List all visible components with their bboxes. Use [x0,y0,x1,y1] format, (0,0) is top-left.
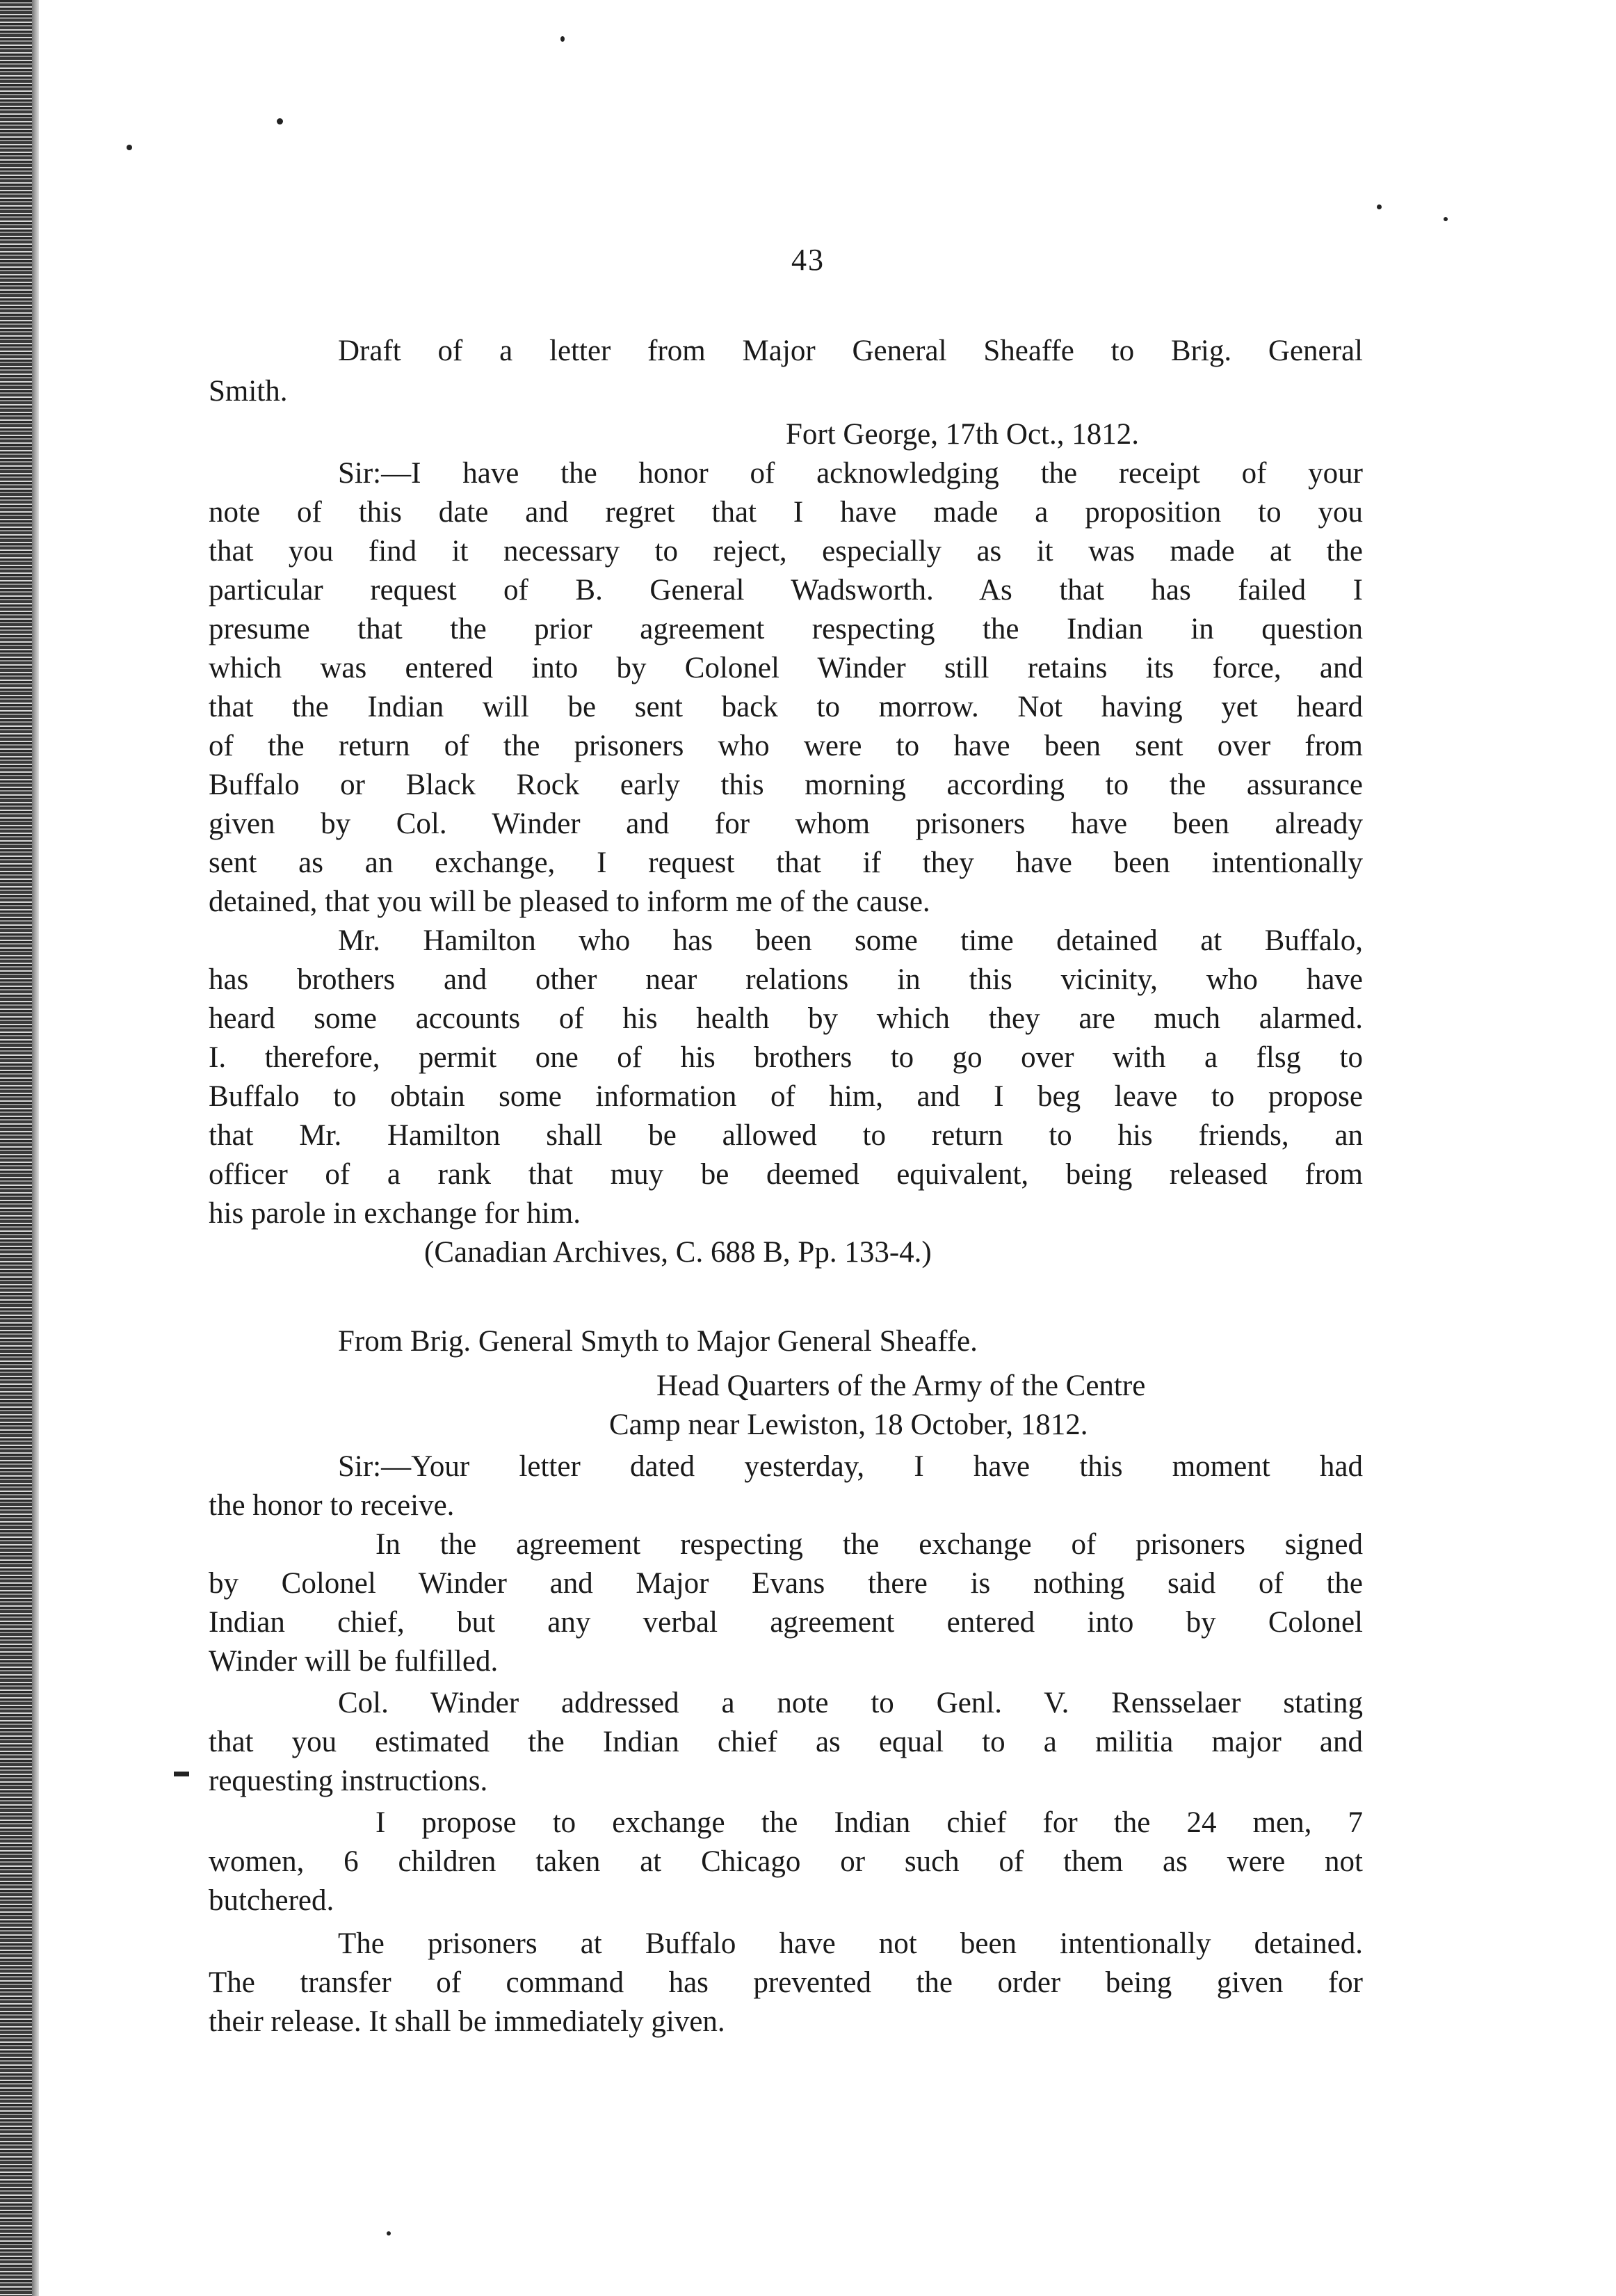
letter1-body-line: that Mr. Hamilton shall be allowed to return to his friends, an [209,1119,1363,1152]
letter1-body-line: given by Col. Winder and for whom prisoners have been already [209,808,1363,840]
letter1-body-line: heard some accounts of his health by which they are much alarmed. [209,1002,1363,1035]
scan-speck [387,2231,391,2235]
letter1-body-line: particular request of B. General Wadsworth. As that has failed I [209,574,1363,607]
letter2-address-line: Camp near Lewiston, 18 October, 1812. [609,1408,1088,1441]
letter2-body-line: women, 6 children taken at Chicago or such of them as were not [209,1845,1363,1878]
letter1-body-line: that the Indian will be sent back to morrow. Not having yet heard [209,691,1363,723]
scan-speck [1444,217,1448,221]
letter1-body-line: sent as an exchange, I request that if they have been intentionally [209,846,1363,879]
page-number: 43 [791,243,825,277]
scan-speck [1377,204,1382,209]
letter2-address-line: Head Quarters of the Army of the Centre [656,1370,1146,1402]
letter1-body-line: of the return of the prisoners who were to have been sent over from [209,730,1363,762]
letter2-body-line: requesting instructions. [209,1765,488,1797]
letter1-body-line: Buffalo or Black Rock early this morning according to the assurance [209,769,1363,801]
letter2-body-line: I propose to exchange the Indian chief for the 24 men, 7 [375,1806,1363,1839]
letter1-body-line: his parole in exchange for him. [209,1197,581,1230]
letter2-body-line: Winder will be fulfilled. [209,1645,499,1678]
letter1-heading: Draft of a letter from Major General Sheaffe to Brig. General [338,335,1363,367]
letter2-body-line: by Colonel Winder and Major Evans there is nothing said of the [209,1567,1363,1600]
letter2-body-line: the honor to receive. [209,1489,455,1522]
letter2-body-line: The prisoners at Buffalo have not been intentionally detained. [338,1927,1363,1960]
letter1-citation: (Canadian Archives, C. 688 B, Pp. 133-4.) [424,1236,932,1269]
binding-shadow [32,0,39,2296]
letter1-body-line: Sir:—I have the honor of acknowledging the receipt of your [338,457,1363,490]
letter2-body-line: In the agreement respecting the exchange of prisoners signed [375,1528,1363,1561]
letter1-dateline: Fort George, 17th Oct., 1812. [786,418,1139,451]
letter1-body-line: officer of a rank that muy be deemed equivalent, being released from [209,1158,1363,1191]
letter1-body-line: has brothers and other near relations in this vicinity, who have [209,963,1363,996]
letter1-body-line: presume that the prior agreement respecting the Indian in question [209,613,1363,645]
scan-speck [560,36,565,42]
letter1-body-line: that you find it necessary to reject, especially as it was made at the [209,535,1363,568]
letter1-body-line: which was entered into by Colonel Winder still retains its force, and [209,652,1363,684]
letter2-body-line: The transfer of command has prevented the order being given for [209,1966,1363,1999]
binding-edge [0,0,32,2296]
letter2-body-line: butchered. [209,1884,334,1917]
letter1-body-line: Buffalo to obtain some information of him, and I beg leave to propose [209,1080,1363,1113]
margin-mark [174,1772,189,1776]
letter1-body-line: Mr. Hamilton who has been some time detained at Buffalo, [338,924,1363,957]
letter1-body-line: I. therefore, permit one of his brothers to go over with a flsg to [209,1041,1363,1074]
letter2-body-line: Indian chief, but any verbal agreement entered into by Colonel [209,1606,1363,1639]
letter2-body-line: that you estimated the Indian chief as equal to a militia major and [209,1726,1363,1758]
letter2-heading: From Brig. General Smyth to Major General Sheaffe. [338,1325,978,1358]
letter1-heading: Smith. [209,375,288,408]
letter1-body-line: detained, that you will be pleased to inform me of the cause. [209,885,930,918]
letter2-body-line: Sir:—Your letter dated yesterday, I have this moment had [338,1450,1363,1483]
letter2-body-line: Col. Winder addressed a note to Genl. V. Rensselaer stating [338,1687,1363,1719]
scan-speck [277,118,283,125]
scan-speck [127,145,132,150]
letter2-body-line: their release. It shall be immediately given. [209,2005,725,2038]
letter1-body-line: note of this date and regret that I have made a proposition to you [209,496,1363,529]
